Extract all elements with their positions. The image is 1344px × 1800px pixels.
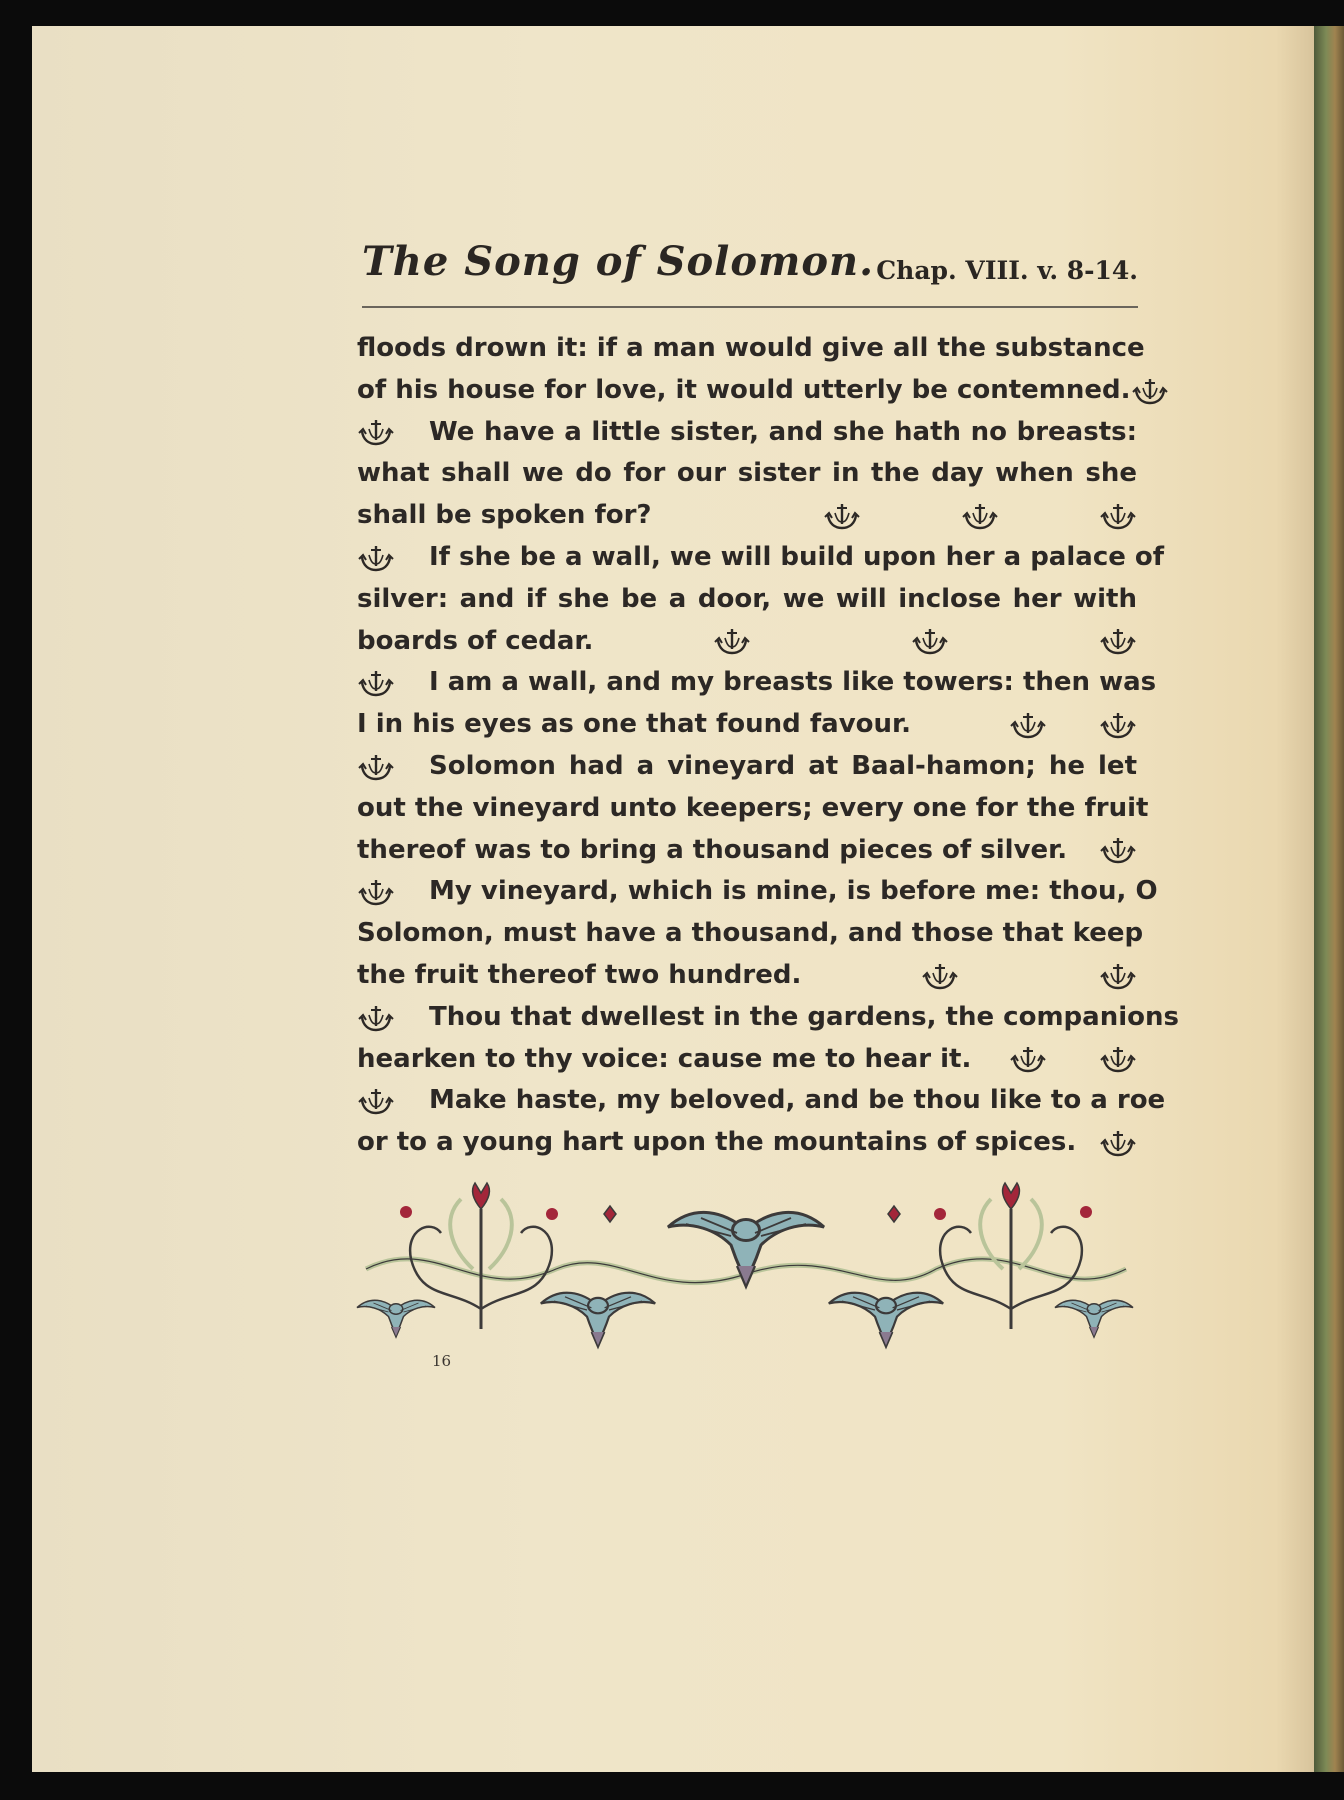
header-rule <box>362 306 1138 308</box>
book-edge <box>1314 26 1344 1772</box>
anchor-lily-icon <box>1131 375 1169 407</box>
anchor-lily-icon <box>1099 1043 1137 1075</box>
anchor-lily-icon <box>1099 625 1137 657</box>
text-line: Solomon had a vineyard at Baal-hamon; he let <box>357 746 1137 788</box>
text-line: the fruit thereof two hundred. <box>357 955 1137 997</box>
text-line: thereof was to bring a thousand pieces of silver. <box>357 830 1137 872</box>
anchor-lily-icon <box>357 667 395 699</box>
anchor-lily-icon <box>823 500 861 532</box>
anchor-lily-icon <box>1099 709 1137 741</box>
scripture-text <box>357 328 1179 1164</box>
anchor-lily-icon <box>1099 960 1137 992</box>
text-line: hearken to thy voice: cause me to hear it. <box>357 1039 1137 1081</box>
anchor-lily-icon <box>357 542 395 574</box>
text-line: Thou that dwellest in the gardens, the companions <box>357 997 1137 1039</box>
text-line: If she be a wall, we will build upon her a palace of <box>357 537 1137 579</box>
anchor-lily-icon <box>713 625 751 657</box>
anchor-lily-icon <box>357 876 395 908</box>
anchor-lily-icon <box>961 500 999 532</box>
text-line: what shall we do for our sister in the day when she <box>357 458 1137 489</box>
anchor-lily-icon <box>1099 1127 1137 1159</box>
text-line: of his house for love, it would utterly be contemned. <box>357 370 1137 412</box>
anchor-lily-icon <box>1009 709 1047 741</box>
text-line: I in his eyes as one that found favour. <box>357 704 1137 746</box>
page-title: The Song of Solomon. <box>362 238 875 285</box>
chapter-reference: Chap. VIII. v. 8-14. <box>876 256 1138 285</box>
anchor-lily-icon <box>357 1002 395 1034</box>
anchor-lily-icon <box>357 751 395 783</box>
page-number: 16 <box>432 1352 452 1370</box>
running-header <box>362 238 1138 308</box>
text-line: Make haste, my beloved, and be thou like to a roe <box>357 1080 1137 1122</box>
anchor-lily-icon <box>921 960 959 992</box>
text-line: out the vineyard unto keepers; every one for the fruit <box>357 792 1149 823</box>
text-line: Solomon, must have a thousand, and those that keep <box>357 918 1144 949</box>
anchor-lily-icon <box>357 416 395 448</box>
anchor-lily-icon <box>1009 1043 1047 1075</box>
text-line: I am a wall, and my breasts like towers: then was <box>357 662 1137 704</box>
anchor-lily-icon <box>911 625 949 657</box>
anchor-lily-icon <box>357 1085 395 1117</box>
text-line: We have a little sister, and she hath no breasts: <box>357 412 1137 454</box>
text-line: silver: and if she be a door, we will inclose her with <box>357 583 1137 614</box>
anchor-lily-icon <box>1099 500 1137 532</box>
text-line: or to a young hart upon the mountains of spices. <box>357 1122 1137 1164</box>
text-line: boards of cedar. <box>357 621 1137 663</box>
text-line: My vineyard, which is mine, is before me: thou, O <box>357 871 1137 913</box>
text-line: shall be spoken for? <box>357 495 1137 537</box>
birds-and-lilies-border <box>356 1174 1136 1350</box>
text-line: floods drown it: if a man would give all the substance <box>357 333 1145 363</box>
anchor-lily-icon <box>1099 834 1137 866</box>
